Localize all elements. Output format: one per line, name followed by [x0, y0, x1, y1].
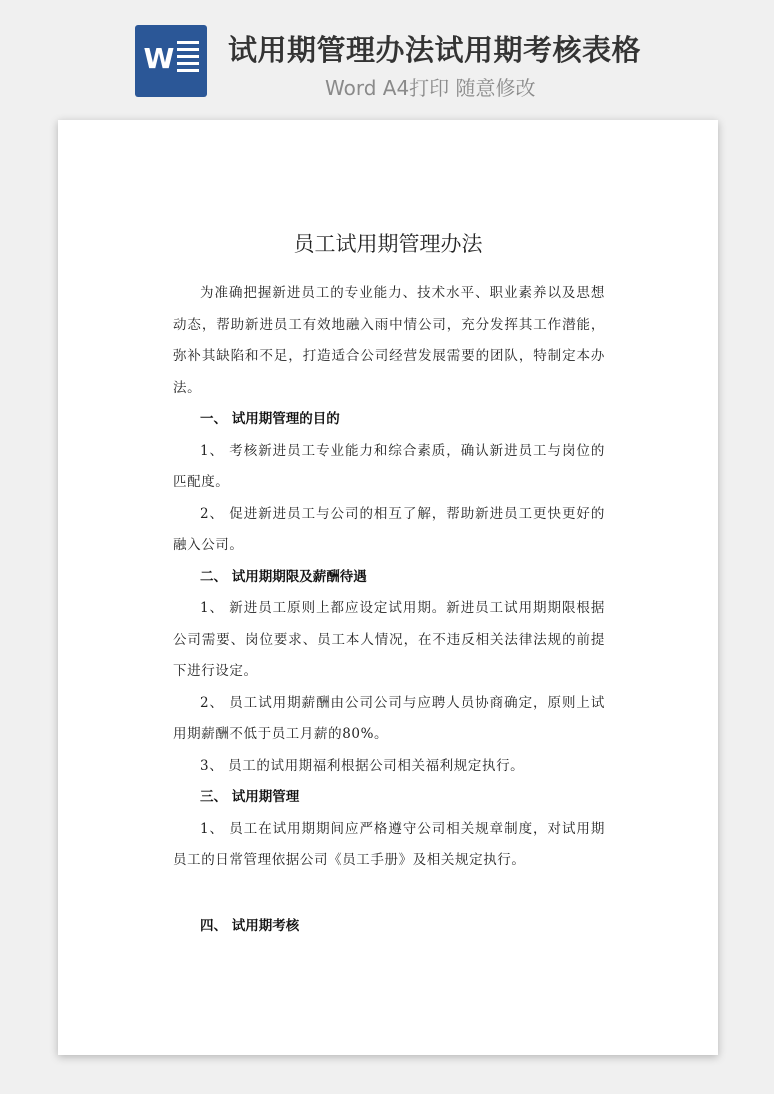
section-heading: 四、 试用期考核 [200, 917, 300, 934]
paragraph: 2、 促进新进员工与公司的相互了解，帮助新进员工更快更好的融入公司。 [173, 505, 605, 553]
paragraph: 1、 员工在试用期期间应严格遵守公司相关规章制度，对试用期员工的日常管理依据公司《员工手册》及相关规定执行。 [173, 820, 605, 868]
document-title: 员工试用期管理办法 [293, 232, 483, 256]
paragraph: 2、 员工试用期薪酬由公司公司与应聘人员协商确定，原则上试用期薪酬不低于员工月薪的80%。 [173, 694, 605, 742]
word-icon [135, 25, 207, 97]
paragraph: 1、 新进员工原则上都应设定试用期。新进员工试用期期限根据公司需要、岗位要求、员工本人情况，在不违反相关法律法规的前提下进行设定。 [173, 600, 605, 679]
logo-letter: W [143, 42, 175, 75]
paragraph: 1、 考核新进员工专业能力和综合素质，确认新进员工与岗位的匹配度。 [173, 442, 605, 490]
document-body [173, 278, 605, 942]
section-heading: 一、 试用期管理的目的 [200, 411, 340, 427]
paragraph: 为准确把握新进员工的专业能力、技术水平、职业素养以及思想动态，帮助新进员工有效地融入雨中情公司，充分发挥其工作潜能，弥补其缺陷和不足，打造适合公司经营发展需要的团队，特制定本办法。 [173, 285, 605, 396]
logo-lines [177, 41, 199, 76]
section-heading: 三、 试用期管理 [200, 789, 300, 805]
header-title: 试用期管理办法试用期考核表格 [228, 33, 642, 67]
header [0, 0, 774, 110]
spacer [173, 877, 605, 911]
section-heading: 二、 试用期期限及薪酬待遇 [200, 568, 367, 585]
header-subtitle: Word A4打印 随意修改 [325, 76, 536, 100]
document-page [58, 120, 718, 1055]
paragraph: 3、 员工的试用期福利根据公司相关福利规定执行。 [200, 757, 525, 774]
